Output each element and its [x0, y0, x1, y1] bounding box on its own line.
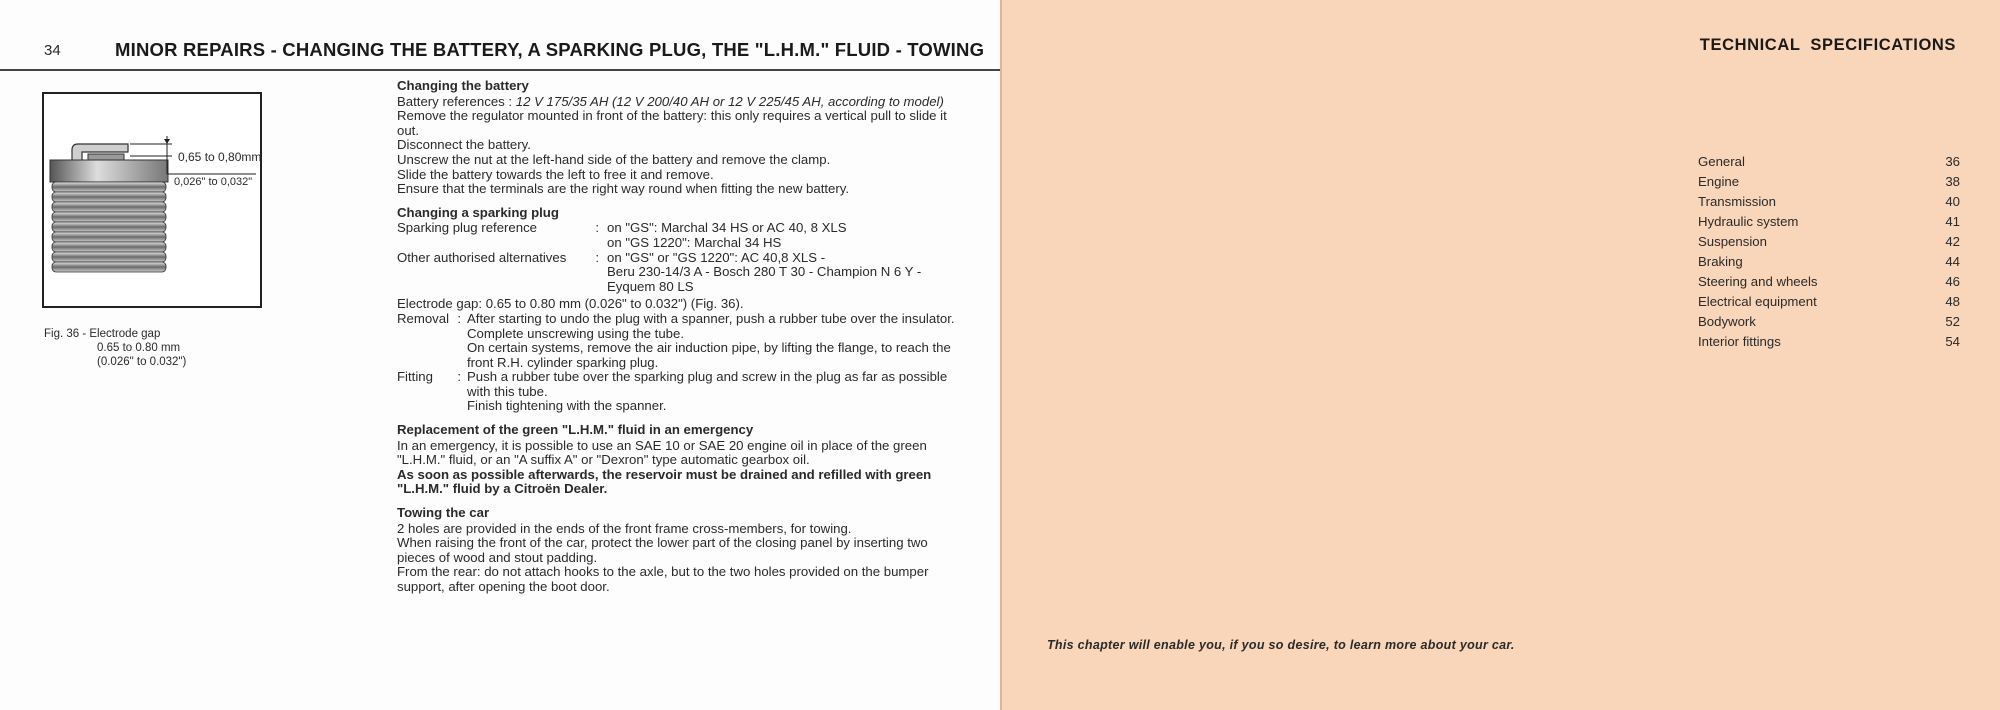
toc-page: 46 [1945, 274, 1960, 289]
header-divider [0, 69, 1000, 71]
fitting-steps [467, 370, 962, 414]
towing-step-2: When raising the front of the car, protect the lower part of the closing panel by inserting two pieces of wood and stout padding. [397, 535, 928, 565]
toc-page: 42 [1945, 234, 1960, 249]
lhm-heading: Replacement of the green "L.H.M." fluid in an emergency [397, 422, 754, 438]
toc-label: Steering and wheels [1698, 274, 1818, 289]
toc-page: 40 [1945, 194, 1960, 209]
toc-page: 54 [1945, 334, 1960, 349]
toc-label: Engine [1698, 174, 1740, 189]
caption-inch: (0.026" to 0.032") [97, 356, 187, 368]
toc-label: Bodywork [1698, 314, 1756, 329]
toc-item[interactable] [1698, 292, 1960, 312]
removal-step-2: Complete unscrewing using the tube. [467, 325, 684, 341]
removal-steps [467, 312, 962, 370]
battery-heading: Changing the battery [397, 78, 529, 93]
battery-step-3: Unscrew the nut at the left-hand side of the battery and remove the clamp. [397, 151, 831, 167]
spark-plug-figure [42, 92, 262, 308]
battery-step-1: Remove the regulator mounted in front of the battery: this only requires a vertical pull to slide it out. [397, 108, 947, 138]
towing-step-3: From the rear: do not attach hooks to the axle, but to the two holes provided on the bumper support, after opening the boot door. [397, 564, 929, 594]
battery-step-4: Slide the battery towards the left to free it and remove. [397, 166, 714, 182]
lhm-warning: As soon as possible afterwards, the reservoir must be drained and refilled with green "L.H.M." fluid by a Citroën Dealer. [397, 466, 932, 497]
toc-label: General [1698, 154, 1745, 169]
plug-alt-1: on "GS" or "GS 1220": AC 40,8 XLS - [607, 249, 826, 265]
plug-section [397, 206, 962, 414]
page-number: 34 [44, 42, 61, 59]
battery-references [397, 95, 962, 110]
plug-ref-gs1220: on "GS 1220": Marchal 34 HS [607, 234, 782, 250]
plug-alt-2: Beru 230-14/3 A - Bosch 280 T 30 - Champion N 6 Y - [607, 264, 922, 280]
toc-label: Interior fittings [1698, 334, 1781, 349]
plug-ref-label: Sparking plug reference : [397, 221, 607, 250]
toc-page: 44 [1945, 254, 1960, 269]
removal-step-1: After starting to undo the plug with a spanner, push a rubber tube over the insulator. [467, 310, 955, 326]
plug-ref-gs: on "GS": Marchal 34 HS or AC 40, 8 XLS [607, 220, 847, 236]
toc-item[interactable] [1698, 232, 1960, 252]
table-of-contents [1698, 152, 1960, 352]
fitting-step-2: Finish tightening with the spanner. [467, 398, 667, 414]
figure-caption [44, 327, 186, 369]
battery-step-2: Disconnect the battery. [397, 137, 531, 153]
gap-label-inch: 0,026" to 0,032" [174, 176, 253, 188]
chapter-note: This chapter will enable you, if you so desire, to learn more about your car. [1047, 638, 1515, 652]
toc-page: 38 [1945, 174, 1960, 189]
battery-step-5: Ensure that the terminals are the right way round when fitting the new battery. [397, 181, 850, 197]
plug-alt-values [607, 251, 962, 295]
toc-item[interactable] [1698, 332, 1960, 352]
towing-step-1: 2 holes are provided in the ends of the front frame cross-members, for towing. [397, 520, 852, 536]
gap-label-mm: 0,65 to 0,80mm [178, 150, 262, 164]
toc-page: 41 [1945, 214, 1960, 229]
toc-label: Braking [1698, 254, 1743, 269]
instructions-column [397, 79, 962, 604]
toc-label: Hydraulic system [1698, 214, 1799, 229]
battery-section [397, 79, 962, 197]
toc-page: 52 [1945, 314, 1960, 329]
lhm-text: In an emergency, it is possible to use an SAE 10 or SAE 20 engine oil in place of the green "L.H.M." fluid, or an "A suffix A" or "Dexron" type automatic gearbox oil. [397, 437, 927, 468]
toc-item[interactable] [1698, 172, 1960, 192]
towing-section [397, 506, 962, 595]
toc-item[interactable] [1698, 272, 1960, 292]
toc-label: Electrical equipment [1698, 294, 1817, 309]
page-header-title: MINOR REPAIRS - CHANGING THE BATTERY, A SPARKING PLUG, THE "L.H.M." FLUID - TOWING [115, 39, 985, 60]
towing-heading: Towing the car [397, 505, 490, 521]
plug-ref-values [607, 221, 962, 250]
spark-plug-illustration [44, 94, 260, 306]
plug-heading: Changing a sparking plug [397, 204, 559, 220]
toc-page: 48 [1945, 294, 1960, 309]
plug-reference-grid [397, 221, 962, 294]
electrode-gap: Electrode gap: 0.65 to 0.80 mm (0.026" to 0.032") (Fig. 36). [397, 296, 744, 312]
specs-title: TECHNICAL SPECIFICATIONS [1699, 36, 1956, 54]
toc-label: Suspension [1698, 234, 1767, 249]
fitting-step-1: Push a rubber tube over the sparking plug and screw in the plug as far as possible with this tube. [467, 369, 948, 399]
removal-label: Removal : [397, 312, 467, 370]
toc-item[interactable] [1698, 192, 1960, 212]
removal-step-3: On certain systems, remove the air induction pipe, by lifting the flange, to reach the front R.H. cylinder sparking plug. [467, 340, 951, 370]
toc-page: 36 [1945, 154, 1960, 169]
caption-mm: 0.65 to 0.80 mm [97, 342, 181, 354]
battery-ref-label: Battery references : [397, 93, 513, 109]
toc-item[interactable] [1698, 252, 1960, 272]
caption-title: Fig. 36 - Electrode gap [44, 328, 161, 340]
plug-alt-3: Eyquem 80 LS [607, 278, 694, 294]
toc-label: Transmission [1698, 194, 1776, 209]
right-page [1000, 0, 2000, 710]
battery-ref-value: 12 V 175/35 AH (12 V 200/40 AH or 12 V 225/45 AH, according to model) [515, 93, 944, 109]
fitting-label: Fitting : [397, 370, 467, 414]
toc-item[interactable] [1698, 212, 1960, 232]
removal-block [397, 312, 962, 370]
plug-alt-label: Other authorised alternatives : [397, 251, 607, 295]
fitting-block [397, 370, 962, 414]
toc-item[interactable] [1698, 312, 1960, 332]
lhm-section [397, 423, 962, 497]
toc-item[interactable] [1698, 152, 1960, 172]
